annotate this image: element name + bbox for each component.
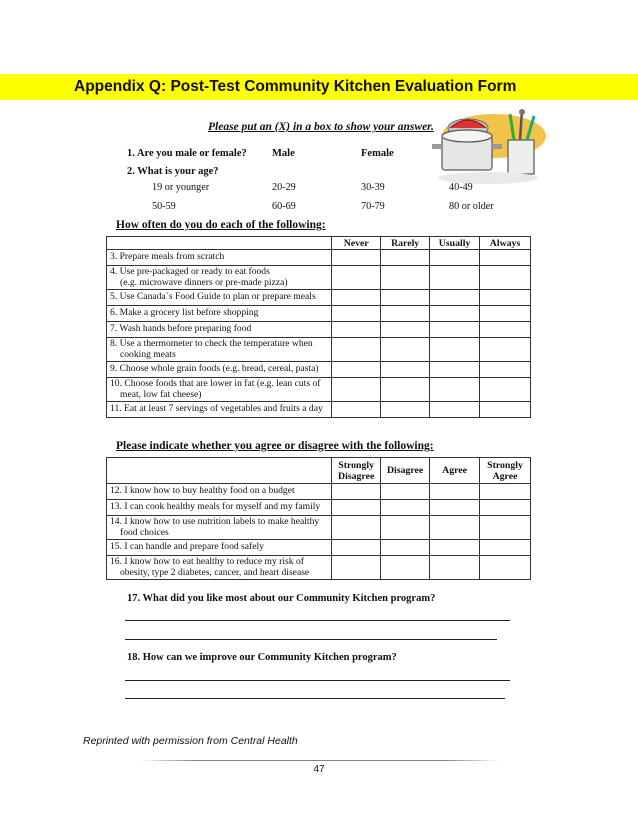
frequency-header-always: Always bbox=[480, 237, 531, 250]
agreement-statement-line: 16. I know how to eat healthy to reduce my risk of bbox=[110, 556, 304, 567]
instruction-text: Please put an (X) in a box to show your answer. bbox=[208, 121, 434, 133]
agreement-statement bbox=[107, 484, 332, 500]
page-number: 47 bbox=[313, 764, 325, 775]
table-row bbox=[107, 540, 531, 556]
agreement-statement-line: 12. I know how to buy healthy food on a budget bbox=[110, 485, 295, 497]
q1-option-female[interactable]: Female bbox=[361, 148, 394, 159]
permission-note: Reprinted with permission from Central Health bbox=[83, 735, 298, 747]
frequency-statement bbox=[107, 322, 332, 338]
agreement-answer-box[interactable] bbox=[381, 500, 430, 516]
table-row bbox=[107, 516, 531, 540]
frequency-statement-line: 9. Choose whole grain foods (e.g. bread, cereal, pasta) bbox=[110, 363, 319, 375]
frequency-statement bbox=[107, 338, 332, 362]
q17-answer-line[interactable] bbox=[125, 639, 497, 640]
frequency-answer-box[interactable] bbox=[332, 402, 381, 418]
frequency-section-heading: How often do you do each of the following: bbox=[116, 219, 326, 231]
frequency-answer-box[interactable] bbox=[381, 290, 430, 306]
frequency-statement bbox=[107, 362, 332, 378]
frequency-answer-box[interactable] bbox=[332, 306, 381, 322]
agreement-answer-box[interactable] bbox=[430, 556, 480, 580]
agreement-header-blank bbox=[107, 458, 332, 484]
agreement-answer-box[interactable] bbox=[480, 500, 531, 516]
page-title: Appendix Q: Post-Test Community Kitchen Evaluation Form bbox=[74, 78, 517, 95]
agreement-statement-line: 14. I know how to use nutrition labels to make healthy bbox=[110, 516, 320, 527]
frequency-statement-line: 7. Wash hands before preparing food bbox=[110, 323, 252, 335]
table-row bbox=[107, 250, 531, 266]
table-row bbox=[107, 266, 531, 290]
frequency-statement bbox=[107, 250, 332, 266]
agreement-answer-box[interactable] bbox=[332, 516, 381, 540]
frequency-statement-line: (e.g. microwave dinners or pre-made pizza) bbox=[120, 276, 288, 288]
agreement-answer-box[interactable] bbox=[332, 556, 381, 580]
frequency-answer-box[interactable] bbox=[480, 250, 531, 266]
table-row bbox=[107, 338, 531, 362]
agreement-section-heading: Please indicate whether you agree or disagree with the following: bbox=[116, 440, 434, 452]
frequency-answer-box[interactable] bbox=[480, 402, 531, 418]
frequency-answer-box[interactable] bbox=[480, 290, 531, 306]
frequency-statement bbox=[107, 306, 332, 322]
agreement-answer-box[interactable] bbox=[381, 516, 430, 540]
q2-option[interactable]: 80 or older bbox=[449, 201, 494, 212]
table-row bbox=[107, 402, 531, 418]
frequency-answer-box[interactable] bbox=[430, 290, 480, 306]
agreement-header-strongly-disagree bbox=[332, 458, 381, 484]
table-row bbox=[107, 500, 531, 516]
agreement-header-line: Disagree bbox=[386, 465, 424, 476]
frequency-statement bbox=[107, 266, 332, 290]
agreement-answer-box[interactable] bbox=[480, 556, 531, 580]
frequency-answer-box[interactable] bbox=[381, 250, 430, 266]
frequency-answer-box[interactable] bbox=[480, 322, 531, 338]
q2-option[interactable]: 60-69 bbox=[272, 201, 296, 212]
agreement-header-line: Disagree bbox=[338, 470, 375, 482]
agreement-statement-line: 13. I can cook healthy meals for myself and my family bbox=[110, 501, 321, 513]
kitchen-pots-utensils-icon bbox=[428, 106, 546, 188]
agreement-statement-line: obesity, type 2 diabetes, cancer, and heart disease bbox=[120, 566, 310, 578]
frequency-answer-box[interactable] bbox=[332, 290, 381, 306]
frequency-table bbox=[106, 236, 531, 418]
footer-divider bbox=[140, 760, 500, 761]
agreement-answer-box[interactable] bbox=[381, 484, 430, 500]
frequency-statement-line: 3. Prepare meals from scratch bbox=[110, 251, 225, 263]
agreement-header-strongly-agree bbox=[480, 458, 531, 484]
q2-option[interactable]: 70-79 bbox=[361, 201, 385, 212]
frequency-header-rarely: Rarely bbox=[381, 237, 430, 250]
agreement-answer-box[interactable] bbox=[430, 540, 480, 556]
agreement-answer-box[interactable] bbox=[381, 556, 430, 580]
q2-option[interactable]: 30-39 bbox=[361, 182, 385, 193]
frequency-header-blank bbox=[107, 237, 332, 250]
frequency-answer-box[interactable] bbox=[430, 338, 480, 362]
frequency-answer-box[interactable] bbox=[430, 266, 480, 290]
frequency-answer-box[interactable] bbox=[480, 362, 531, 378]
frequency-answer-box[interactable] bbox=[332, 362, 381, 378]
q2-option[interactable]: 50-59 bbox=[152, 201, 176, 212]
q18-answer-line[interactable] bbox=[125, 698, 505, 699]
agreement-statement bbox=[107, 516, 332, 540]
frequency-answer-box[interactable] bbox=[381, 402, 430, 418]
frequency-statement-line: 10. Choose foods that are lower in fat (e.g. lean cuts of bbox=[110, 378, 321, 389]
frequency-answer-box[interactable] bbox=[430, 378, 480, 402]
frequency-answer-box[interactable] bbox=[480, 338, 531, 362]
frequency-header-usually: Usually bbox=[430, 237, 480, 250]
table-row bbox=[107, 306, 531, 322]
frequency-answer-box[interactable] bbox=[430, 322, 480, 338]
frequency-answer-box[interactable] bbox=[480, 378, 531, 402]
frequency-answer-box[interactable] bbox=[381, 322, 430, 338]
agreement-statement bbox=[107, 500, 332, 516]
frequency-answer-box[interactable] bbox=[332, 266, 381, 290]
frequency-answer-box[interactable] bbox=[381, 378, 430, 402]
frequency-answer-box[interactable] bbox=[381, 362, 430, 378]
frequency-answer-box[interactable] bbox=[430, 362, 480, 378]
frequency-answer-box[interactable] bbox=[332, 322, 381, 338]
agreement-answer-box[interactable] bbox=[332, 500, 381, 516]
table-row bbox=[107, 484, 531, 500]
q18-answer-line[interactable] bbox=[125, 680, 510, 681]
q2-option[interactable]: 40-49 bbox=[449, 182, 473, 193]
table-row bbox=[107, 290, 531, 306]
agreement-answer-box[interactable] bbox=[480, 484, 531, 500]
frequency-statement-line: 4. Use pre-packaged or ready to eat foods bbox=[110, 266, 270, 277]
frequency-answer-box[interactable] bbox=[381, 338, 430, 362]
frequency-answer-box[interactable] bbox=[332, 338, 381, 362]
q2-label: 2. What is your age? bbox=[127, 166, 219, 177]
agreement-answer-box[interactable] bbox=[430, 500, 480, 516]
q2-option[interactable]: 20-29 bbox=[272, 182, 296, 193]
table-row bbox=[107, 362, 531, 378]
frequency-statement bbox=[107, 402, 332, 418]
q1-option-male[interactable]: Male bbox=[272, 148, 295, 159]
agreement-header-line: Agree bbox=[492, 470, 518, 482]
agreement-statement bbox=[107, 556, 332, 580]
agreement-answer-box[interactable] bbox=[480, 516, 531, 540]
frequency-answer-box[interactable] bbox=[332, 378, 381, 402]
table-row bbox=[107, 556, 531, 580]
agreement-header-line: Strongly bbox=[487, 459, 523, 471]
agreement-table bbox=[106, 457, 531, 580]
q18-label: 18. How can we improve our Community Kitchen program? bbox=[127, 652, 397, 663]
q17-answer-line[interactable] bbox=[125, 620, 510, 621]
agreement-header-agree bbox=[430, 458, 480, 484]
frequency-answer-box[interactable] bbox=[332, 250, 381, 266]
frequency-statement-line: 8. Use a thermometer to check the temperature when bbox=[110, 338, 313, 349]
frequency-header-never: Never bbox=[332, 237, 381, 250]
frequency-answer-box[interactable] bbox=[430, 402, 480, 418]
frequency-statement bbox=[107, 290, 332, 306]
frequency-statement bbox=[107, 378, 332, 402]
q1-label: 1. Are you male or female? bbox=[127, 148, 247, 159]
frequency-answer-box[interactable] bbox=[430, 250, 480, 266]
frequency-answer-box[interactable] bbox=[430, 306, 480, 322]
q2-option[interactable]: 19 or younger bbox=[152, 182, 210, 193]
agreement-answer-box[interactable] bbox=[381, 540, 430, 556]
agreement-answer-box[interactable] bbox=[480, 540, 531, 556]
frequency-answer-box[interactable] bbox=[480, 266, 531, 290]
frequency-answer-box[interactable] bbox=[381, 266, 430, 290]
agreement-statement-line: 15. I can handle and prepare food safely bbox=[110, 541, 264, 553]
agreement-header-line: Strongly bbox=[338, 459, 375, 471]
agreement-answer-box[interactable] bbox=[430, 484, 480, 500]
q17-label: 17. What did you like most about our Community Kitchen program? bbox=[127, 593, 436, 604]
frequency-statement-line: 6. Make a grocery list before shopping bbox=[110, 307, 259, 319]
agreement-header-line: Agree bbox=[442, 465, 467, 476]
frequency-answer-box[interactable] bbox=[381, 306, 430, 322]
table-row bbox=[107, 322, 531, 338]
frequency-answer-box[interactable] bbox=[480, 306, 531, 322]
frequency-statement-line: cooking meats bbox=[120, 348, 176, 360]
agreement-answer-box[interactable] bbox=[332, 484, 381, 500]
agreement-answer-box[interactable] bbox=[332, 540, 381, 556]
agreement-statement-line: food choices bbox=[120, 526, 169, 538]
agreement-header-disagree bbox=[381, 458, 430, 484]
frequency-statement-line: 5. Use Canada`s Food Guide to plan or prepare meals bbox=[110, 291, 316, 303]
agreement-statement bbox=[107, 540, 332, 556]
frequency-statement-line: 11. Eat at least 7 servings of vegetables and fruits a day bbox=[110, 403, 323, 415]
frequency-statement-line: meat, low fat cheese) bbox=[120, 388, 202, 400]
agreement-answer-box[interactable] bbox=[430, 516, 480, 540]
table-row bbox=[107, 378, 531, 402]
